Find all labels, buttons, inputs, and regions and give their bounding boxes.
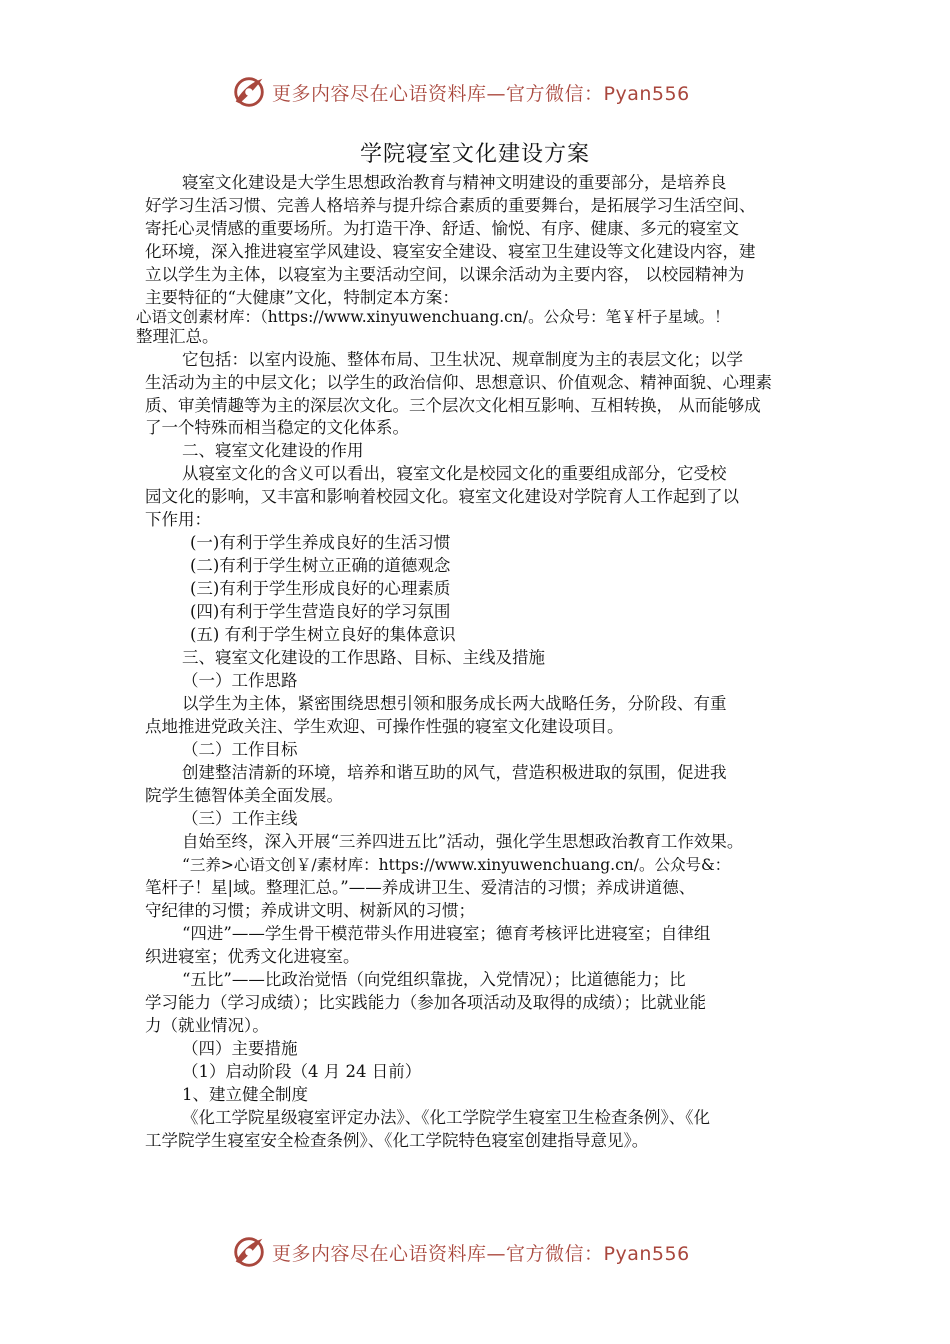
paragraph-line: 笔杆子！星|域。整理汇总。”——养成讲卫生、爱清洁的习惯；养成讲道德、 [145, 878, 696, 897]
paragraph-line: 院学生德智体美全面发展。 [145, 786, 343, 805]
paragraph-line: 自始至终，深入开展“三养四进五比”活动，强化学生思想政治教育工作效果。 [182, 832, 744, 851]
paragraph-line: 织进寝室；优秀文化进寝室。 [145, 947, 360, 966]
paragraph-line: 质、审美情趣等为主的深层次文化。三个层次文化相互影响、互相转换， 从而能够成 [145, 396, 761, 415]
paragraph-line: 学习能力（学习成绩）；比实践能力（参加各项活动及取得的成绩）；比就业能 [145, 993, 706, 1012]
banner-text: 更多内容尽在心语资料库—官方微信：Pyan556 [272, 1242, 690, 1265]
paragraph-line: 以学生为主体，紧密围绕思想引领和服务成长两大战略任务，分阶段、有重 [182, 694, 727, 713]
paragraph-line: 生活动为主的中层文化；以学生的政治信仰、思想意识、价值观念、精神面貌、心理素 [145, 373, 772, 392]
paragraph-line: 化环境，深入推进寝室学风建设、寝室安全建设、寝室卫生建设等文化建设内容，建 [145, 242, 756, 261]
paragraph-line: 了一个特殊而相当稳定的文化体系。 [145, 418, 409, 437]
list-item: (一)有利于学生养成良好的生活习惯 [190, 533, 451, 552]
paragraph-line: 守纪律的习惯；养成讲文明、树新风的习惯； [145, 901, 475, 920]
paragraph-line: 立以学生为主体，以寝室为主要活动空间，以课余活动为主要内容， 以校园精神为 [145, 265, 745, 284]
paragraph-line: 心语文创素材库：（https://www.xinyuwenchuang.cn/。公众号：笔￥杆子星域。！ [136, 308, 730, 326]
subsection-heading: （三）工作主线 [182, 809, 298, 828]
paragraph-line: 寄托心灵情感的重要场所。为打造干净、舒适、愉悦、有序、健康、多元的寝室文 [145, 219, 739, 238]
paragraph-line: 寝室文化建设是大学生思想政治教育与精神文明建设的重要部分，是培养良 [182, 173, 727, 192]
paragraph-line: 从寝室文化的含义可以看出，寝室文化是校园文化的重要组成部分，它受校 [182, 464, 727, 483]
subsection-heading: （二）工作目标 [182, 740, 298, 759]
paragraph-line: 整理汇总。 [136, 327, 219, 346]
subsection-heading: （1）启动阶段（4 月 24 日前） [182, 1062, 422, 1081]
list-item: (四)有利于学生营造良好的学习氛围 [190, 602, 451, 621]
quill-logo-icon [230, 73, 268, 111]
subsection-heading: （一）工作思路 [182, 671, 298, 690]
paragraph-line: 《化工学院星级寝室评定办法》、《化工学院学生寝室卫生检查条例》、《化 [182, 1108, 710, 1127]
list-item: (二)有利于学生树立正确的道德观念 [190, 556, 451, 575]
header-watermark-banner [230, 72, 750, 112]
paragraph-line: “四进”——学生骨干模范带头作用进寝室；德育考核评比进寝室；自律组 [182, 924, 711, 943]
paragraph-line: 下作用： [145, 510, 211, 529]
paragraph-line: 创建整洁清新的环境，培养和谐互助的风气，营造积极进取的氛围，促进我 [182, 763, 727, 782]
subsection-heading: 1、建立健全制度 [182, 1085, 308, 1104]
list-item: (五) 有利于学生树立良好的集体意识 [190, 625, 456, 644]
subsection-heading: （四）主要措施 [182, 1039, 298, 1058]
list-item: (三)有利于学生形成良好的心理素质 [190, 579, 451, 598]
quill-logo-icon [230, 1233, 268, 1271]
paragraph-line: 力（就业情况）。 [145, 1016, 269, 1035]
paragraph-line: “三养>心语文创￥/素材库：https://www.xinyuwenchuang.cn/。公众号&： [182, 856, 731, 874]
paragraph-line: 它包括：以室内设施、整体布局、卫生状况、规章制度为主的表层文化；以学 [182, 350, 743, 369]
banner-text: 更多内容尽在心语资料库—官方微信：Pyan556 [272, 82, 690, 105]
paragraph-line: “五比”——比政治觉悟（向党组织靠拢，入党情况）；比道德能力；比 [182, 970, 686, 989]
paragraph-line: 主要特征的“大健康”文化，特制定本方案： [145, 288, 459, 307]
paragraph-line: 点地推进党政关注、学生欢迎、可操作性强的寝室文化建设项目。 [145, 717, 624, 736]
paragraph-line: 好学习生活习惯、完善人格培养与提升综合素质的重要舞台，是拓展学习生活空间、 [145, 196, 756, 215]
paragraph-line: 工学院学生寝室安全检查条例》、《化工学院特色寝室创建指导意见》。 [145, 1131, 649, 1150]
section-heading: 三、寝室文化建设的工作思路、目标、主线及措施 [182, 648, 545, 667]
document-title: 学院寝室文化建设方案 [359, 142, 590, 167]
section-heading: 二、寝室文化建设的作用 [182, 441, 364, 460]
paragraph-line: 园文化的影响，又丰富和影响着校园文化。寝室文化建设对学院育人工作起到了以 [145, 487, 739, 506]
footer-watermark-banner [230, 1232, 750, 1272]
